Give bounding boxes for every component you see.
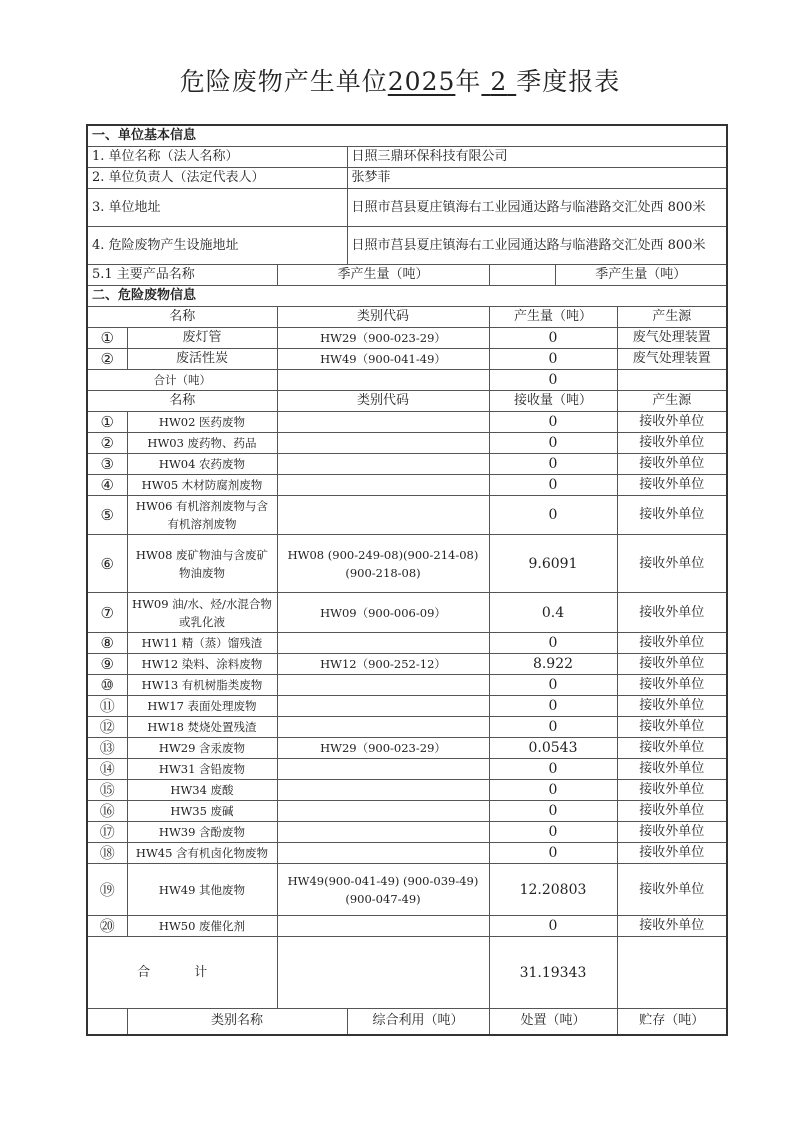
received-total-label: 合 计: [87, 937, 277, 1009]
waste-qty: 12.20803: [489, 864, 617, 916]
header-qty: 产生量（吨）: [489, 307, 617, 328]
waste-qty: 0: [489, 454, 617, 475]
field-value: 日照三鼎环保科技有限公司: [347, 147, 727, 168]
waste-source: 接收外单位: [617, 738, 727, 759]
footer-category: 类别名称: [127, 1009, 347, 1035]
field-label: 1. 单位名称（法人名称）: [87, 147, 347, 168]
received-row: [87, 535, 727, 593]
footer-blank: [87, 1009, 127, 1035]
waste-code: [277, 412, 489, 433]
waste-source: 接收外单位: [617, 633, 727, 654]
row-number: ⑬: [87, 738, 127, 759]
waste-qty: 0.4: [489, 593, 617, 633]
waste-source: 接收外单位: [617, 675, 727, 696]
waste-source: 接收外单位: [617, 916, 727, 937]
header-source: 产生源: [617, 307, 727, 328]
row-number: ②: [87, 433, 127, 454]
waste-source: 接收外单位: [617, 535, 727, 593]
product-name-label: 5.1 主要产品名称: [87, 265, 277, 286]
row-number: ⑭: [87, 759, 127, 780]
generated-total-label: 合计（吨）: [87, 370, 277, 391]
waste-code: HW49(900-041-49) (900-039-49)(900-047-49): [277, 864, 489, 916]
waste-name: HW09 油/水、烃/水混合物或乳化液: [127, 593, 277, 633]
waste-code: [277, 475, 489, 496]
field-value: 张梦菲: [347, 168, 727, 189]
quarterly-output-label: 季产生量（吨）: [277, 265, 489, 286]
waste-code: [277, 801, 489, 822]
section-hazard-info: 二、危险废物信息: [87, 286, 727, 307]
row-number: ⑯: [87, 801, 127, 822]
waste-code: [277, 433, 489, 454]
waste-name: HW50 废催化剂: [127, 916, 277, 937]
row-number: ⑦: [87, 593, 127, 633]
waste-qty: 0: [489, 843, 617, 864]
row-number: ⑩: [87, 675, 127, 696]
waste-source: 接收外单位: [617, 593, 727, 633]
received-row: [87, 654, 727, 675]
received-row: [87, 696, 727, 717]
received-row: [87, 433, 727, 454]
waste-name: HW49 其他废物: [127, 864, 277, 916]
received-row: [87, 822, 727, 843]
waste-source: 接收外单位: [617, 475, 727, 496]
waste-name: HW02 医药废物: [127, 412, 277, 433]
waste-qty: 0: [489, 412, 617, 433]
row-number: ⑰: [87, 822, 127, 843]
waste-qty: 0: [489, 633, 617, 654]
waste-qty: 0: [489, 759, 617, 780]
row-number: ⑱: [87, 843, 127, 864]
waste-source: 接收外单位: [617, 654, 727, 675]
section-basic-info: 一、单位基本信息: [87, 125, 727, 147]
generated-total-value: 0: [489, 370, 617, 391]
received-row: [87, 717, 727, 738]
waste-source: 接收外单位: [617, 864, 727, 916]
received-row: [87, 916, 727, 937]
product-blank: [489, 265, 555, 286]
waste-qty: 0: [489, 780, 617, 801]
waste-source: 接收外单位: [617, 822, 727, 843]
waste-code: HW29（900-023-29）: [277, 738, 489, 759]
waste-name: HW29 含汞废物: [127, 738, 277, 759]
row-number: ⑤: [87, 496, 127, 535]
header-source: 产生源: [617, 391, 727, 412]
generated-total-source: [617, 370, 727, 391]
row-number: ⑨: [87, 654, 127, 675]
received-row: [87, 496, 727, 535]
received-row: [87, 454, 727, 475]
waste-name: HW17 表面处理废物: [127, 696, 277, 717]
waste-name: HW45 含有机卤化物废物: [127, 843, 277, 864]
row-number: ①: [87, 412, 127, 433]
row-number: ⑥: [87, 535, 127, 593]
field-label: 4. 危险废物产生设施地址: [87, 227, 347, 265]
waste-qty: 0: [489, 717, 617, 738]
waste-code: [277, 822, 489, 843]
row-number: ①: [87, 328, 127, 349]
waste-qty: 0: [489, 475, 617, 496]
row-number: ③: [87, 454, 127, 475]
waste-code: HW12（900-252-12）: [277, 654, 489, 675]
quarterly-output-label: 季产生量（吨）: [555, 265, 727, 286]
waste-source: 接收外单位: [617, 759, 727, 780]
received-row: [87, 738, 727, 759]
waste-name: 废活性炭: [127, 349, 277, 370]
waste-source: 接收外单位: [617, 843, 727, 864]
waste-name: HW06 有机溶剂废物与含有机溶剂废物: [127, 496, 277, 535]
waste-qty: 0: [489, 822, 617, 843]
waste-qty: 0: [489, 496, 617, 535]
waste-qty: 0: [489, 328, 617, 349]
header-code: 类别代码: [277, 391, 489, 412]
waste-code: [277, 696, 489, 717]
received-total-source: [617, 937, 727, 1009]
footer-storage: 贮存（吨）: [617, 1009, 727, 1035]
received-row: [87, 593, 727, 633]
row-number: ⑧: [87, 633, 127, 654]
received-row: [87, 475, 727, 496]
waste-source: 废气处理装置: [617, 328, 727, 349]
received-row: [87, 843, 727, 864]
generated-total-blank: [277, 370, 489, 391]
waste-source: 接收外单位: [617, 433, 727, 454]
waste-code: [277, 843, 489, 864]
header-name: 名称: [87, 307, 277, 328]
waste-source: 废气处理装置: [617, 349, 727, 370]
received-row: [87, 801, 727, 822]
waste-code: [277, 916, 489, 937]
waste-qty: 0: [489, 801, 617, 822]
report-table: [86, 124, 728, 1036]
waste-qty: 8.922: [489, 654, 617, 675]
received-row: [87, 780, 727, 801]
waste-code: [277, 759, 489, 780]
waste-name: HW31 含铅废物: [127, 759, 277, 780]
waste-name: HW04 农药废物: [127, 454, 277, 475]
waste-source: 接收外单位: [617, 412, 727, 433]
waste-code: [277, 454, 489, 475]
waste-qty: 0: [489, 696, 617, 717]
waste-code: [277, 496, 489, 535]
waste-source: 接收外单位: [617, 780, 727, 801]
waste-name: HW39 含酚废物: [127, 822, 277, 843]
field-label: 3. 单位地址: [87, 189, 347, 227]
waste-qty: 0: [489, 433, 617, 454]
waste-source: 接收外单位: [617, 696, 727, 717]
waste-qty: 0: [489, 916, 617, 937]
footer-disposal: 处置（吨）: [489, 1009, 617, 1035]
received-row: [87, 759, 727, 780]
field-value: 日照市莒县夏庄镇海右工业园通达路与临港路交汇处西 800米: [347, 189, 727, 227]
waste-name: HW34 废酸: [127, 780, 277, 801]
waste-code: [277, 717, 489, 738]
received-row: [87, 675, 727, 696]
waste-name: HW13 有机树脂类废物: [127, 675, 277, 696]
row-number: ⑫: [87, 717, 127, 738]
waste-code: HW49（900-041-49）: [277, 349, 489, 370]
header-qty: 接收量（吨）: [489, 391, 617, 412]
waste-code: HW09（900-006-09）: [277, 593, 489, 633]
waste-code: HW29（900-023-29）: [277, 328, 489, 349]
waste-name: HW18 焚烧处置残渣: [127, 717, 277, 738]
waste-code: [277, 633, 489, 654]
row-number: ②: [87, 349, 127, 370]
waste-name: HW11 精（蒸）馏残渣: [127, 633, 277, 654]
waste-qty: 0.0543: [489, 738, 617, 759]
waste-name: HW03 废药物、药品: [127, 433, 277, 454]
waste-name: HW35 废碱: [127, 801, 277, 822]
waste-qty: 9.6091: [489, 535, 617, 593]
report-quarter: 2: [490, 67, 508, 96]
waste-source: 接收外单位: [617, 717, 727, 738]
received-total-blank: [277, 937, 489, 1009]
row-number: ⑮: [87, 780, 127, 801]
waste-name: HW08 废矿物油与含废矿物油废物: [127, 535, 277, 593]
received-row: [87, 864, 727, 916]
waste-name: 废灯管: [127, 328, 277, 349]
report-year: 2025: [387, 67, 456, 96]
received-total-value: 31.19343: [489, 937, 617, 1009]
waste-source: 接收外单位: [617, 454, 727, 475]
waste-name: HW05 木材防腐剂废物: [127, 475, 277, 496]
waste-qty: 0: [489, 349, 617, 370]
received-row: [87, 633, 727, 654]
field-label: 2. 单位负责人（法定代表人）: [87, 168, 347, 189]
waste-code: HW08 (900-249-08)(900-214-08) (900-218-08): [277, 535, 489, 593]
waste-name: HW12 染料、涂料废物: [127, 654, 277, 675]
received-row: [87, 412, 727, 433]
row-number: ④: [87, 475, 127, 496]
waste-source: 接收外单位: [617, 801, 727, 822]
waste-code: [277, 675, 489, 696]
waste-qty: 0: [489, 675, 617, 696]
header-name: 名称: [87, 391, 277, 412]
field-value: 日照市莒县夏庄镇海右工业园通达路与临港路交汇处西 800米: [347, 227, 727, 265]
row-number: ⑪: [87, 696, 127, 717]
page-title: 危险废物产生单位2025年 2 季度报表: [179, 67, 621, 96]
row-number: ⑲: [87, 864, 127, 916]
waste-source: 接收外单位: [617, 496, 727, 535]
waste-code: [277, 780, 489, 801]
footer-utilization: 综合利用（吨）: [347, 1009, 489, 1035]
header-code: 类别代码: [277, 307, 489, 328]
row-number: ⑳: [87, 916, 127, 937]
